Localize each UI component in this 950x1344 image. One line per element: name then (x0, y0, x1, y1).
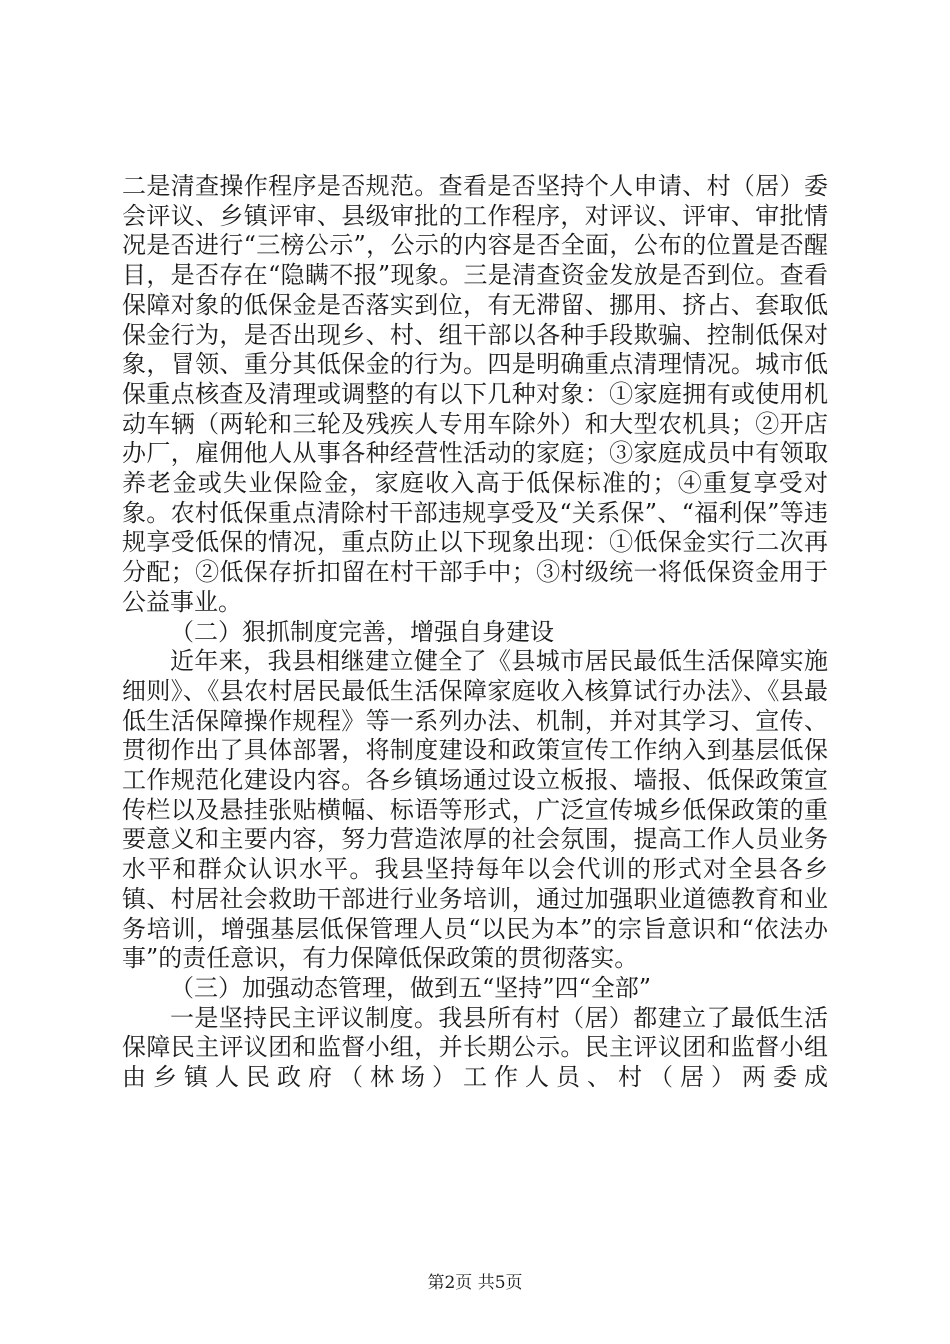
paragraph-institutions: 近年来，我县相继建立健全了《县城市居民最低生活保障实施细则》、《县农村居民最低生活保障家庭收入核算试行办法》、《县最低生活保障操作规程》等一系列办法、机制，并对其学习、宣传、贯彻作出了具体部署，将制度建设和政策宣传工作纳入到基层低保工作规范化建设内容。各乡镇场通过设立板报、墙报、低保政策宣传栏以及悬挂张贴横幅、标语等形式，广泛宣传城乡低保政策的重要意义和主要内容，努力营造浓厚的社会氛围，提高工作人员业务水平和群众认识水平。我县坚持每年以会代训的形式对全县各乡镇、村居社会救助干部进行业务培训，通过加强职业道德教育和业务培训，增强基层低保管理人员“以民为本”的宗旨意识和“依法办事”的责任意识，有力保障低保政策的贯彻落实。 (122, 647, 828, 973)
paragraph-democratic-review: 一是坚持民主评议制度。我县所有村（居）都建立了最低生活保障民主评议团和监督小组，并长期公示。民主评议团和监督小组由乡镇人民政府（林场）工作人员、村（居）两委成 (122, 1003, 828, 1092)
section-heading-2: （二）狠抓制度完善，增强自身建设 (170, 617, 554, 646)
section-heading-3: （三）加强动态管理，做到五“坚持”四“全部” (170, 973, 652, 1002)
document-body (122, 172, 828, 1093)
page-footer: 第2页 共5页 (427, 1273, 523, 1293)
paragraph-checks: 二是清查操作程序是否规范。查看是否坚持个人申请、村（居）委会评议、乡镇评审、县级审批的工作程序，对评议、评审、审批情况是否进行“三榜公示”，公示的内容是否全面，公布的位置是否醒目，是否存在“隐瞒不报”现象。三是清查资金发放是否到位。查看保障对象的低保金是否落实到位，有无滞留、挪用、挤占、套取低保金行为，是否出现乡、村、组干部以各种手段欺骗、控制低保对象，冒领、重分其低保金的行为。四是明确重点清理情况。城市低保重点核查及清理或调整的有以下几种对象：①家庭拥有或使用机动车辆（两轮和三轮及残疾人专用车除外）和大型农机具；②开店办厂，雇佣他人从事各种经营性活动的家庭；③家庭成员中有领取养老金或失业保险金，家庭收入高于低保标准的；④重复享受对象。农村低保重点清除村干部违规享受及“关系保”、“福利保”等违规享受低保的情况，重点防止以下现象出现：①低保金实行二次再分配；②低保存折扣留在村干部手中；③村级统一将低保资金用于公益事业。 (122, 172, 828, 616)
